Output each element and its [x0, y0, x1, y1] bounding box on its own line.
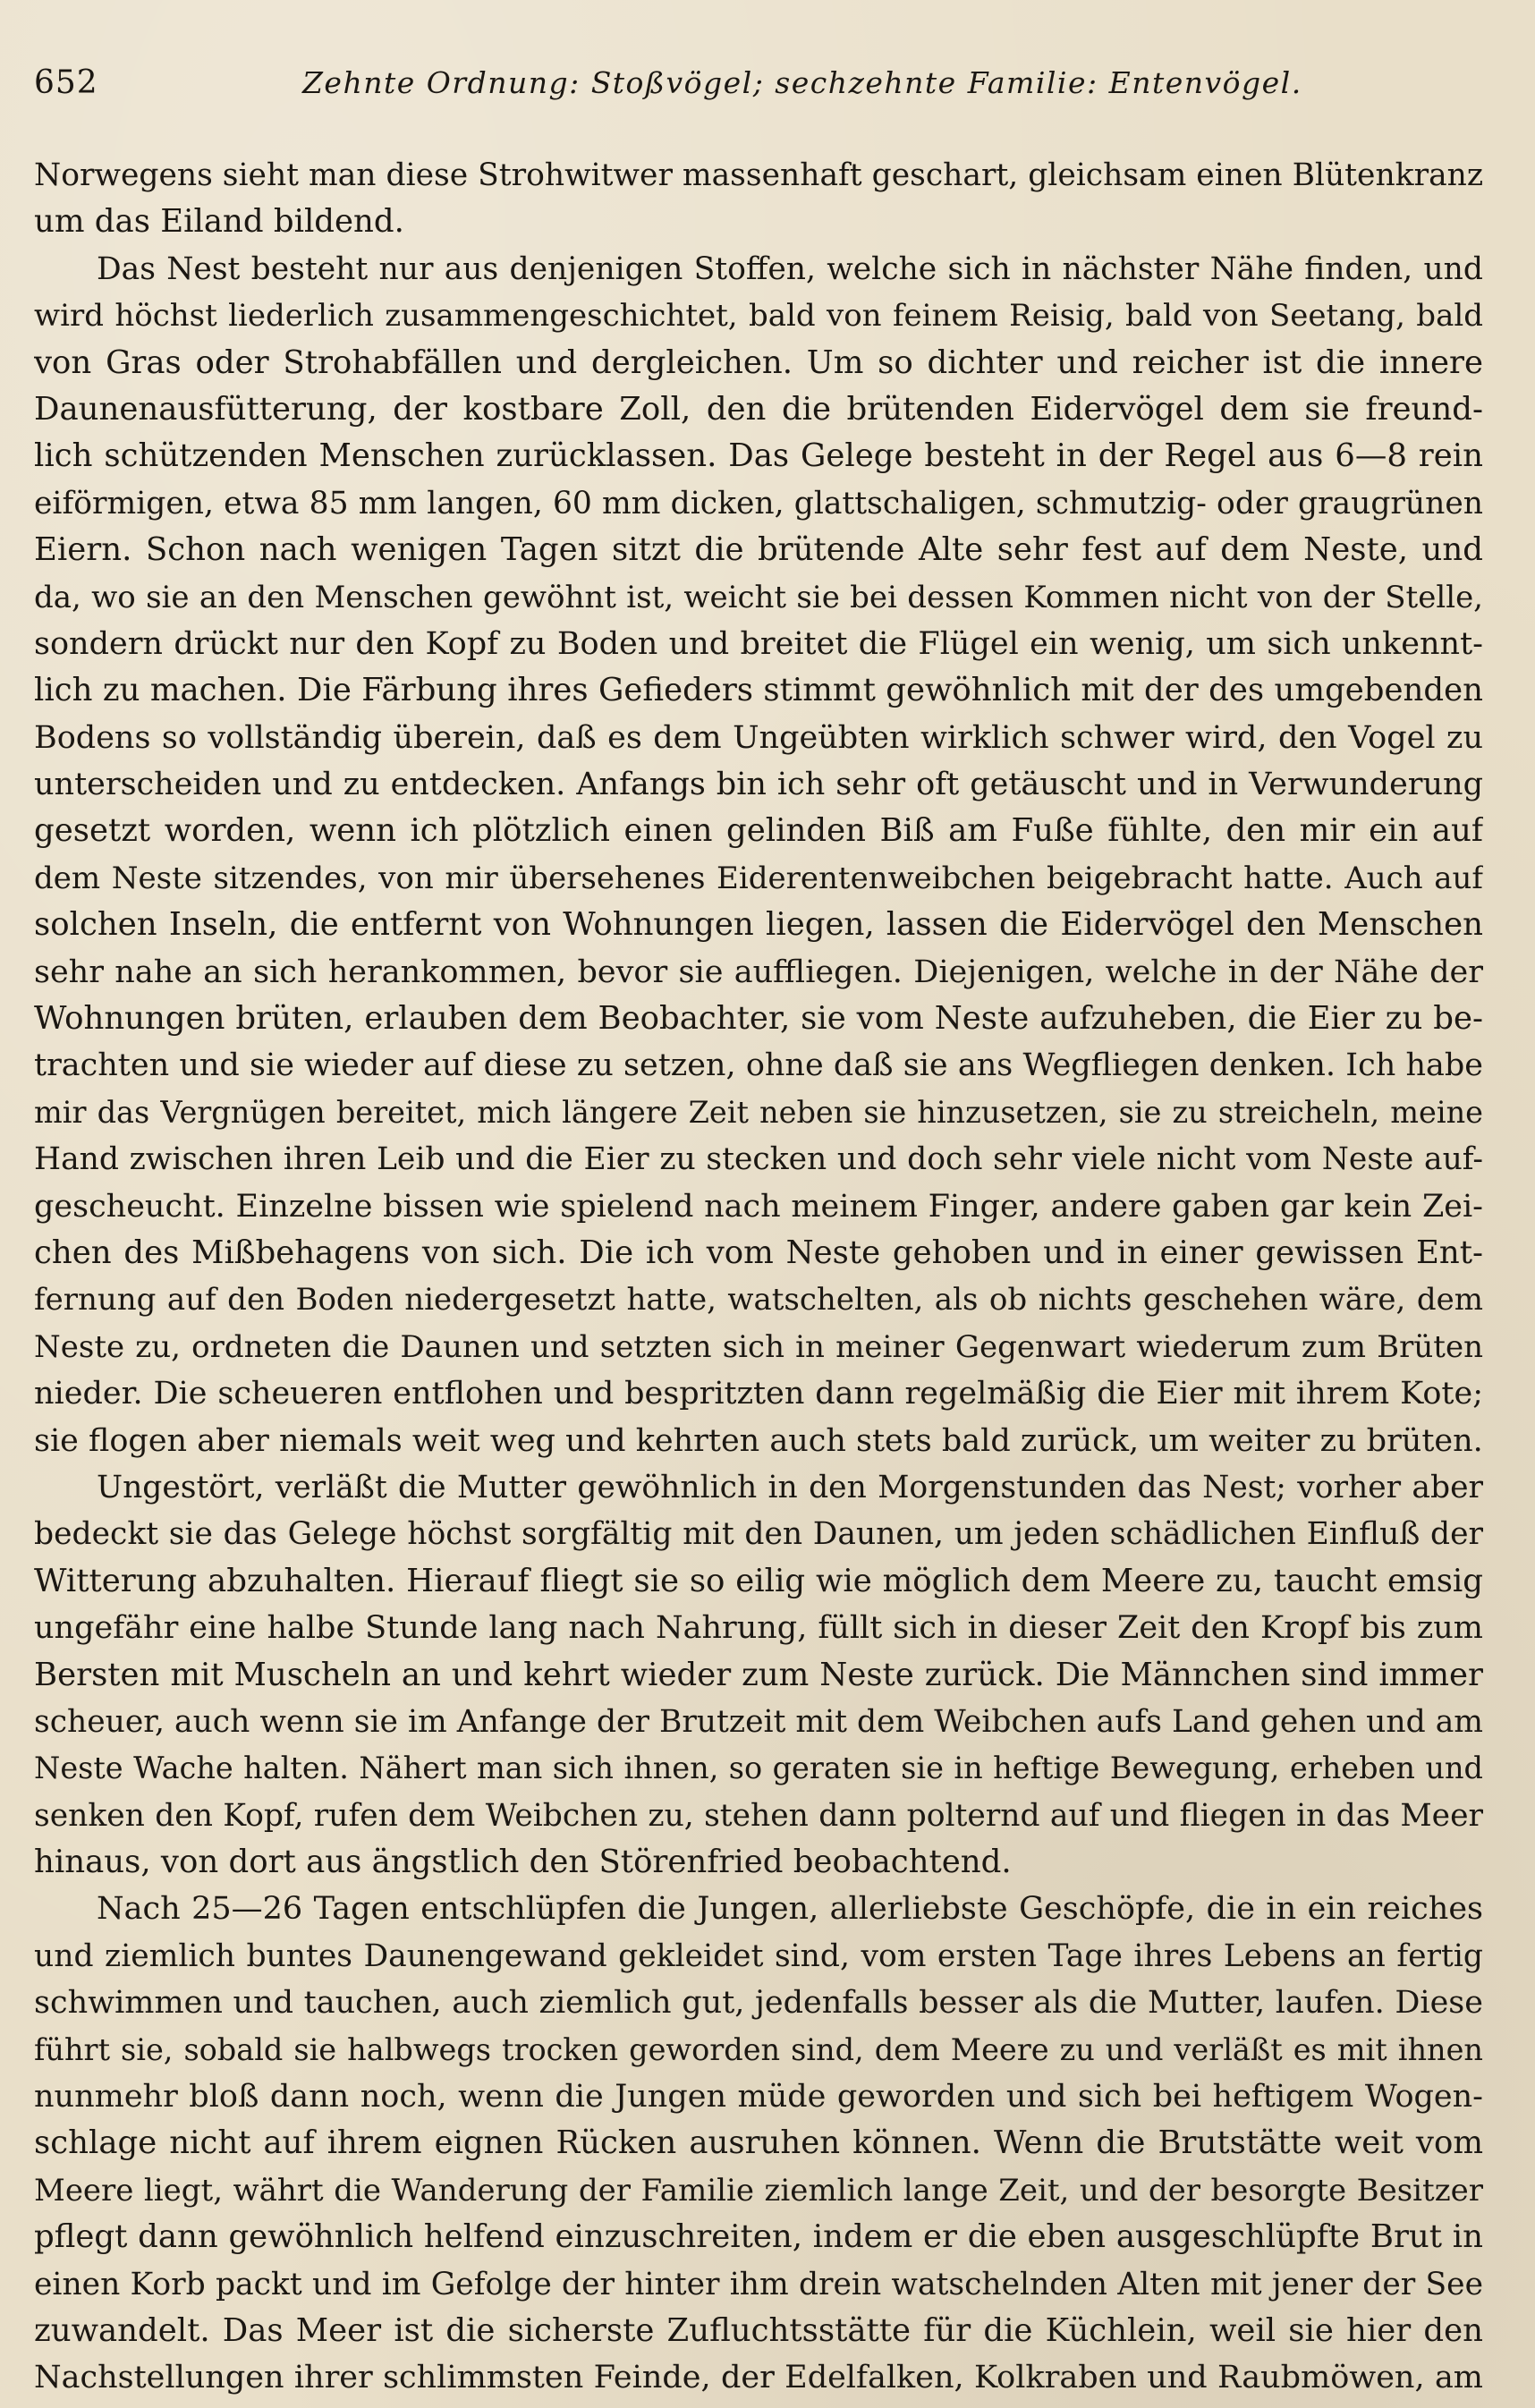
text-line: Das Nest besteht nur aus denjenigen Stoffen, welche sich in nächster Nähe finden, und — [97, 250, 1483, 287]
text-line: nieder. Die scheueren entflohen und bespritzten dann regelmäßig die Eier mit ihrem Kote; — [34, 1376, 1483, 1412]
text-line: schlage nicht auf ihrem eignen Rücken ausruhen können. Wenn die Brutstätte weit vom — [34, 2124, 1483, 2162]
text-line: Eiern. Schon nach wenigen Tagen sitzt die brütende Alte sehr fest auf dem Neste, und — [34, 531, 1483, 569]
text-line: dem Neste sitzendes, von mir übersehenes Eiderentenweibchen beigebracht hatte. Auch auf — [34, 860, 1483, 896]
text-line: Nach 25—26 Tagen entschlüpfen die Jungen, allerliebste Geschöpfe, die in ein reiches — [97, 1891, 1483, 1928]
text-line: nunmehr bloß dann noch, wenn die Jungen müde geworden und sich bei heftigem Wogen- — [34, 2079, 1483, 2115]
text-line: mir das Vergnügen bereitet, mich längere Zeit neben sie hinzusetzen, sie zu streicheln, meine — [34, 1094, 1483, 1130]
text-line: führt sie, sobald sie halbwegs trocken geworden sind, dem Meere zu und verläßt es mit ihnen — [34, 2031, 1483, 2067]
text-line: und ziemlich buntes Daunengewand gekleidet sind, vom ersten Tage ihres Lebens an fertig — [34, 1937, 1483, 1974]
text-line: solchen Inseln, die entfernt von Wohnungen liegen, lassen die Eidervögel den Menschen — [34, 906, 1483, 944]
text-line: sehr nahe an sich herankommen, bevor sie auffliegen. Diejenigen, welche in der Nähe der — [34, 954, 1483, 990]
text-line: Neste zu, ordneten die Daunen und setzten sich in meiner Gegenwart wiederum zum Brüten — [34, 1328, 1483, 1365]
text-line: einen Korb packt und im Gefolge der hinter ihm drein watschelnden Alten mit jener der See — [34, 2266, 1483, 2302]
text-line: sondern drückt nur den Kopf zu Boden und breitet die Flügel ein wenig, um sich unkennt- — [34, 625, 1483, 662]
text-line: senken den Kopf, rufen dem Weibchen zu, stehen dann polternd auf und fliegen in das Meer — [34, 1797, 1483, 1834]
text-line: unterscheiden und zu entdecken. Anfangs bin ich sehr oft getäuscht und in Verwunderung — [34, 767, 1483, 803]
text-line: Bersten mit Muscheln an und kehrt wieder zum Neste zurück. Die Männchen sind immer — [34, 1656, 1483, 1693]
body-text — [34, 152, 1483, 2402]
text-line: gescheucht. Einzelne bissen wie spielend nach meinem Finger, andere gaben gar kein Zei- — [34, 1188, 1483, 1225]
text-line: Nachstellungen ihrer schlimmsten Feinde, der Edelfalken, Kolkraben und Raubmöwen, am — [34, 2360, 1483, 2396]
text-line: Wohnungen brüten, erlauben dem Beobachter, sie vom Neste aufzuheben, die Eier zu be- — [34, 1000, 1483, 1038]
text-line: sie flogen aber niemals weit weg und kehrten auch stets bald zurück, um weiter zu brüten. — [34, 1422, 1483, 1459]
page-header — [34, 64, 1483, 127]
text-line: Hand zwischen ihren Leib und die Eier zu stecken und doch sehr viele nicht vom Neste auf- — [34, 1141, 1483, 1178]
text-line: zuwandelt. Das Meer ist die sicherste Zufluchtsstätte für die Küchlein, weil sie hier den — [34, 2311, 1483, 2349]
text-line: Daunenausfütterung, der kostbare Zoll, den die brütenden Eidervögel dem sie freund- — [34, 390, 1483, 428]
text-line: fernung auf den Boden niedergesetzt hatte, watschelten, als ob nichts geschehen wäre, dem — [34, 1282, 1483, 1318]
page-number: 652 — [34, 64, 98, 101]
text-line: bedeckt sie das Gelege höchst sorgfältig mit den Daunen, um jeden schädlichen Einfluß der — [34, 1516, 1483, 1553]
running-head: Zehnte Ordnung: Stoßvögel; sechzehnte Familie: Entenvögel. — [302, 65, 1302, 100]
text-line: lich zu machen. Die Färbung ihres Gefieders stimmt gewöhnlich mit der des umgebenden — [34, 672, 1483, 709]
text-line: Norwegens sieht man diese Strohwitwer massenhaft geschart, gleichsam einen Blütenkranz — [34, 157, 1483, 193]
text-line: trachten und sie wieder auf diese zu setzen, ohne daß sie ans Wegfliegen denken. Ich habe — [34, 1047, 1483, 1084]
text-line: hinaus, von dort aus ängstlich den Störenfried beobachtend. — [34, 1844, 1012, 1881]
text-line: ungefähr eine halbe Stunde lang nach Nahrung, füllt sich in dieser Zeit den Kropf bis zum — [34, 1610, 1483, 1647]
text-line: eiförmigen, etwa 85 mm langen, 60 mm dicken, glattschaligen, schmutzig- oder graugrünen — [34, 485, 1483, 521]
book-page — [34, 64, 1483, 2396]
text-line: Meere liegt, währt die Wanderung der Familie ziemlich lange Zeit, und der besorgte Besitzer — [34, 2172, 1483, 2209]
text-line: Neste Wache halten. Nähert man sich ihnen, so geraten sie in heftige Bewegung, erheben und — [34, 1751, 1483, 1786]
text-line: lich schützenden Menschen zurücklassen. Das Gelege besteht in der Regel aus 6—8 rein — [34, 437, 1483, 475]
text-line: chen des Mißbehagens von sich. Die ich vom Neste gehoben und in einer gewissen Ent- — [34, 1234, 1483, 1271]
text-line: wird höchst liederlich zusammengeschichtet, bald von feinem Reisig, bald von Seetang, bald — [34, 298, 1483, 335]
text-line: um das Eiland bildend. — [34, 203, 404, 241]
text-line: da, wo sie an den Menschen gewöhnt ist, weicht sie bei dessen Kommen nicht von der Stelle, — [34, 579, 1483, 615]
text-line: schwimmen und tauchen, auch ziemlich gut, jedenfalls besser als die Mutter, laufen. Diese — [34, 1985, 1483, 2022]
text-line: scheuer, auch wenn sie im Anfange der Brutzeit mit dem Weibchen aufs Land gehen und am — [34, 1703, 1483, 1740]
text-line: Witterung abzuhalten. Hierauf fliegt sie so eilig wie möglich dem Meere zu, taucht emsig — [34, 1562, 1483, 1599]
text-line: von Gras oder Strohabfällen und dergleichen. Um so dichter und reicher ist die innere — [34, 343, 1483, 381]
text-line: Bodens so vollständig überein, daß es dem Ungeübten wirklich schwer wird, den Vogel zu — [34, 719, 1483, 756]
text-line: pflegt dann gewöhnlich helfend einzuschreiten, indem er die eben ausgeschlüpfte Brut in — [34, 2218, 1483, 2256]
text-line: gesetzt worden, wenn ich plötzlich einen gelinden Biß am Fuße fühlte, den mir ein auf — [34, 812, 1483, 850]
text-line: Ungestört, verläßt die Mutter gewöhnlich in den Morgenstunden das Nest; vorher aber — [97, 1469, 1483, 1505]
